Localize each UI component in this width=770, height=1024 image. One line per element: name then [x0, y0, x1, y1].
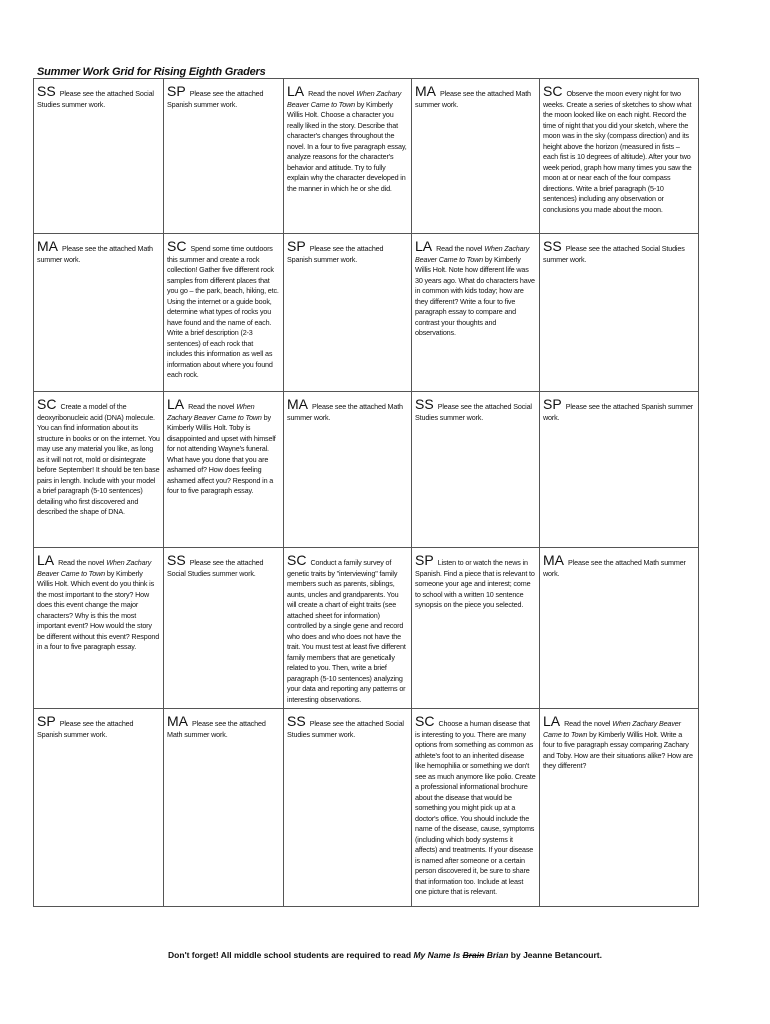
assignment-text: by Kimberly Willis Holt. Write a four to five paragraph essay comparing Zachary and Toby. How are their situations alike? How are they different?	[543, 729, 693, 771]
assignment-text: Please see the attached Spanish summer work.	[543, 402, 694, 422]
book-title-part: Brian	[484, 950, 509, 960]
subject-code: MA	[543, 552, 564, 568]
subject-code: SP	[167, 83, 186, 99]
assignment-text: Read the novel	[58, 558, 107, 567]
subject-code: LA	[543, 713, 561, 730]
footer-text: Don't forget! All middle school students are required to read	[168, 950, 414, 960]
subject-code: MA	[287, 396, 308, 412]
assignment-text: by Kimberly Willis Holt. Note how different life was 30 years ago. What do characters have in common with kids today; how are they different? Write a four to five paragraph essay to compare and contrast your thoughts and observations.	[415, 254, 535, 338]
assignment-text: Please see the attached Math summer work.	[287, 402, 403, 422]
subject-code: SC	[543, 83, 563, 99]
grid-cell	[412, 234, 540, 392]
subject-code: SC	[287, 552, 307, 568]
subject-code: LA	[287, 83, 305, 99]
grid-cell	[34, 548, 164, 709]
subject-code: SS	[543, 238, 562, 254]
subject-code: SP	[543, 396, 562, 412]
assignment-text: Please see the attached Math summer work.	[167, 719, 266, 739]
assignment-text: Please see the attached Spanish summer work.	[287, 244, 384, 264]
subject-code: SP	[37, 713, 56, 730]
grid-row	[34, 709, 699, 907]
grid-row	[34, 548, 699, 709]
assignment-text: Please see the attached Math summer work.	[37, 244, 153, 264]
grid-cell	[540, 79, 699, 234]
assignment-text: Read the novel	[188, 402, 237, 411]
subject-code: MA	[415, 83, 436, 99]
subject-code: LA	[167, 396, 185, 412]
book-title-part: My Name Is	[413, 950, 463, 960]
subject-code: SS	[415, 396, 434, 412]
grid-cell	[284, 709, 412, 907]
grid-row	[34, 234, 699, 392]
subject-code: SS	[37, 83, 56, 99]
grid-cell	[164, 548, 284, 709]
subject-code: SS	[287, 713, 306, 730]
grid-cell	[164, 234, 284, 392]
grid-cell	[164, 709, 284, 907]
book-title-struck: Brain	[462, 950, 485, 960]
footer-text: by Jeanne Betancourt.	[508, 950, 602, 960]
subject-code: SP	[287, 238, 306, 254]
assignment-text: Choose a human disease that is interesting to you. There are many options from something as common as athlete's foot to an inherited disease like hemophilia or something we don't see as much anymore like polio. Create a professional informational brochure about the disease that would be something you might pick up at a doctor's office. You should include the name of the disease, cause, symptoms (including which body systems it affects) and treatments. If your disease is named after someone or a certain person discovered it, be sure to share that information too. Include at least one picture that is relevant.	[415, 719, 536, 897]
subject-code: SC	[37, 396, 57, 412]
assignment-text: Please see the attached Spanish summer work.	[167, 89, 264, 109]
grid-cell	[34, 234, 164, 392]
assignment-text: Create a model of the deoxyribonucleic acid (DNA) molecule. You can find information about its structure in books or on the internet. You may use any material you like, as long as it will not rot, mold or disintegrate before September! It should be ten base pairs in length. Include with your model a brief paragraph (5-10 sentences) detailing who first discovered and described the shape of DNA.	[37, 402, 160, 517]
assignment-text: Spend some time outdoors this summer and create a rock collection! Gather five different rock samples from different places that you go – the park, beach, hiking, etc. Using the internet or a guide book, determine what types of rocks you have found and the name of each. Write a brief description (2-3 sentences) of each rock that includes this information as well as information about where you found each rock.	[167, 244, 279, 380]
grid-cell	[284, 234, 412, 392]
subject-code: SS	[167, 552, 186, 568]
grid-cell	[284, 392, 412, 548]
assignment-text: by Kimberly Willis Holt. Which event do you think is the most important to the story? How does this event change the major characters? Why is this the most important event? How would the story be different without this event? Respond in a four to five paragraph essay.	[37, 568, 160, 652]
grid-cell	[540, 392, 699, 548]
novel-title: When Zachary Beaver Came to Town	[287, 89, 402, 109]
summer-work-grid	[33, 78, 699, 907]
assignment-text: Listen to or watch the news in Spanish. Find a piece that is relevant to someone your age and interest; come to school with a written 10 sentence synopsis on the piece you selected.	[415, 558, 535, 610]
grid-cell	[412, 79, 540, 234]
assignment-text: Read the novel	[564, 719, 613, 729]
required-reading-note	[0, 950, 770, 960]
grid-cell	[34, 392, 164, 548]
grid-cell	[284, 548, 412, 709]
novel-title: When Zachary Beaver Came to Town	[167, 402, 262, 422]
subject-code: MA	[37, 238, 58, 254]
assignment-text: Please see the attached Social Studies summer work.	[415, 402, 532, 422]
grid-cell	[164, 79, 284, 234]
subject-code: MA	[167, 713, 188, 730]
subject-code: SC	[167, 238, 187, 254]
grid-cell	[284, 79, 412, 234]
assignment-text: Please see the attached Spanish summer work.	[37, 719, 134, 739]
novel-title: When Zachary Beaver Came to Town	[415, 244, 530, 264]
assignment-text: by Kimberly Willis Holt. Choose a character you really liked in the story. Describe that character's changes throughout the novel. In a four to five paragraph essay, analyze reasons for the character's behavior and attitude. Try to fully explain why the character developed in the manner in which he or she did.	[287, 99, 407, 193]
novel-title: When Zachary Beaver Came to Town	[543, 719, 681, 739]
assignment-text: by Kimberly Willis Holt. Toby is disappointed and upset with himself for not attending Wayne's funeral. What have you done that you are ashamed of? How does feeling ashamed affect you? Respond in a four to five paragraph essay.	[167, 412, 276, 496]
grid-row	[34, 79, 699, 234]
assignment-text: Please see the attached Math summer work.	[415, 89, 531, 109]
grid-cell	[540, 709, 699, 907]
grid-cell	[412, 709, 540, 907]
grid-cell	[412, 392, 540, 548]
grid-cell	[34, 709, 164, 907]
page-title: Summer Work Grid for Rising Eighth Graders	[37, 66, 266, 78]
assignment-text: Please see the attached Social Studies summer work.	[287, 719, 404, 739]
grid-cell	[34, 79, 164, 234]
grid-row	[34, 392, 699, 548]
subject-code: LA	[415, 238, 433, 254]
assignment-text: Conduct a family survey of genetic traits by "interviewing" family members such as parents, siblings, aunts, uncles and grandparents. You will create a chart of eight traits (see attached sheet for information) controlled by a single gene and record who does and who does not have the trait. You must test at least five different family members that are genetically related to you. Then, write a brief paragraph (5-10 sentences) analyzing your data and reporting any patterns or interesting observations.	[287, 558, 406, 704]
grid-cell	[540, 234, 699, 392]
novel-title: When Zachary Beaver Came to Town	[37, 558, 152, 578]
assignment-text: Please see the attached Social Studies summer work.	[37, 89, 154, 109]
subject-code: SP	[415, 552, 434, 568]
assignment-text: Please see the attached Math summer work.	[543, 558, 686, 578]
grid-cell	[164, 392, 284, 548]
assignment-text: Observe the moon every night for two weeks. Create a series of sketches to show what the moon looked like on each night. Record the time of night that you did your sketch, where the moon was in the sky (compass direction) and its height above the horizon (measured in fists – each fist is 10 degrees of altitude). After your two week period, graph how many times you saw the moon at or near each of the four compass directions. Write a brief paragraph (5-10 sentences) including any observation or conclusions you made about the moon.	[543, 89, 692, 214]
subject-code: LA	[37, 552, 55, 568]
grid-cell	[540, 548, 699, 709]
assignment-text: Please see the attached Social Studies summer work.	[543, 244, 685, 264]
assignment-text: Read the novel	[308, 89, 357, 98]
subject-code: SC	[415, 713, 435, 730]
grid-cell	[412, 548, 540, 709]
assignment-text: Read the novel	[436, 244, 485, 253]
assignment-text: Please see the attached Social Studies summer work.	[167, 558, 264, 578]
